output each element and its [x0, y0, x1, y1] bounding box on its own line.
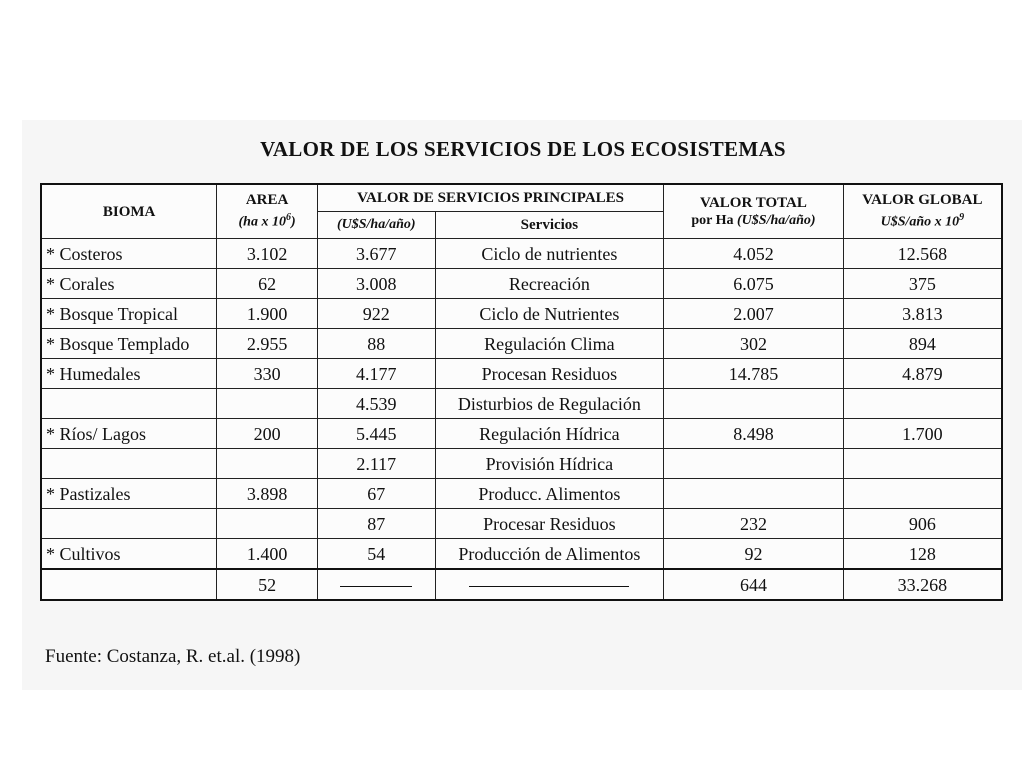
table-row	[41, 329, 1002, 359]
cell-valor: 54	[317, 539, 435, 570]
table-row	[41, 419, 1002, 449]
cell-area: 1.900	[217, 299, 318, 329]
cell-servicio: Procesar Residuos	[435, 509, 664, 539]
ecosystem-services-table	[40, 183, 1003, 601]
cell-servicio: Ciclo de Nutrientes	[435, 299, 664, 329]
cell-bioma: * Costeros	[41, 239, 217, 269]
cell-servicio: Ciclo de nutrientes	[435, 239, 664, 269]
total-valor-total: 644	[664, 569, 844, 600]
cell-bioma-empty	[41, 569, 217, 600]
cell-global: 128	[843, 539, 1002, 570]
cell-total: 2.007	[664, 299, 844, 329]
cell-global: 375	[843, 269, 1002, 299]
cell-area	[217, 509, 318, 539]
cell-area: 1.400	[217, 539, 318, 570]
cell-global	[843, 479, 1002, 509]
cell-bioma: * Cultivos	[41, 539, 217, 570]
cell-global: 906	[843, 509, 1002, 539]
cell-servicio: Regulación Clima	[435, 329, 664, 359]
table-row	[41, 539, 1002, 570]
cell-valor: 3.008	[317, 269, 435, 299]
cell-valor: 88	[317, 329, 435, 359]
cell-total	[664, 389, 844, 419]
table-row	[41, 299, 1002, 329]
source-footnote: Fuente: Costanza, R. et.al. (1998)	[45, 646, 301, 667]
cell-total: 6.075	[664, 269, 844, 299]
header-bioma: BIOMA	[41, 184, 217, 239]
cell-bioma: * Humedales	[41, 359, 217, 389]
cell-global: 1.700	[843, 419, 1002, 449]
total-area: 52	[217, 569, 318, 600]
cell-total: 4.052	[664, 239, 844, 269]
cell-bioma	[41, 509, 217, 539]
cell-area: 2.955	[217, 329, 318, 359]
cell-servicio: Regulación Hídrica	[435, 419, 664, 449]
header-valor-global: VALOR GLOBAL U$S/año x $10^9$	[843, 184, 1002, 239]
cell-servicio: Producc. Alimentos	[435, 479, 664, 509]
total-servicio-dash	[435, 569, 664, 600]
cell-servicio: Provisión Hídrica	[435, 449, 664, 479]
cell-valor: 4.539	[317, 389, 435, 419]
cell-bioma	[41, 389, 217, 419]
cell-valor: 5.445	[317, 419, 435, 449]
dash-line	[340, 586, 412, 587]
cell-servicio: Disturbios de Regulación	[435, 389, 664, 419]
cell-global: 3.813	[843, 299, 1002, 329]
cell-servicio: Producción de Alimentos	[435, 539, 664, 570]
dash-line	[469, 586, 629, 587]
cell-area: 3.102	[217, 239, 318, 269]
cell-valor: 3.677	[317, 239, 435, 269]
cell-total	[664, 449, 844, 479]
cell-global	[843, 389, 1002, 419]
cell-area: 62	[217, 269, 318, 299]
cell-valor: 87	[317, 509, 435, 539]
table-row	[41, 509, 1002, 539]
header-servicios: Servicios	[435, 212, 664, 239]
cell-total: 8.498	[664, 419, 844, 449]
cell-servicio: Procesan Residuos	[435, 359, 664, 389]
cell-total: 232	[664, 509, 844, 539]
header-valor-total-unit: por Ha (U$S/ha/año)	[691, 212, 816, 228]
cell-global	[843, 449, 1002, 479]
table-row	[41, 239, 1002, 269]
cell-area: 200	[217, 419, 318, 449]
cell-valor: 2.117	[317, 449, 435, 479]
header-row-1	[41, 184, 1002, 212]
cell-global: 894	[843, 329, 1002, 359]
header-valor-unit: (U$S/ha/año)	[317, 212, 435, 239]
cell-bioma: * Ríos/ Lagos	[41, 419, 217, 449]
document-title: VALOR DE LOS SERVICIOS DE LOS ECOSISTEMAS	[260, 137, 786, 161]
cell-bioma	[41, 449, 217, 479]
cell-area	[217, 389, 318, 419]
cell-servicio: Recreación	[435, 269, 664, 299]
cell-bioma: * Bosque Templado	[41, 329, 217, 359]
cell-area: 330	[217, 359, 318, 389]
table-row	[41, 449, 1002, 479]
cell-area: 3.898	[217, 479, 318, 509]
cell-total: 14.785	[664, 359, 844, 389]
header-area-unit: (ha x $10^6$)	[238, 212, 296, 230]
cell-total: 92	[664, 539, 844, 570]
table-row	[41, 389, 1002, 419]
cell-bioma: * Pastizales	[41, 479, 217, 509]
header-valor-total: VALOR TOTAL por Ha (U$S/ha/año)	[664, 184, 844, 239]
cell-bioma: * Corales	[41, 269, 217, 299]
cell-global: 4.879	[843, 359, 1002, 389]
cell-global: 12.568	[843, 239, 1002, 269]
cell-valor: 922	[317, 299, 435, 329]
cell-valor: 67	[317, 479, 435, 509]
cell-valor: 4.177	[317, 359, 435, 389]
header-valor-servicios: VALOR DE SERVICIOS PRINCIPALES	[317, 184, 663, 212]
table-row	[41, 269, 1002, 299]
cell-area	[217, 449, 318, 479]
table-row	[41, 479, 1002, 509]
cell-total: 302	[664, 329, 844, 359]
total-valor-global: 33.268	[843, 569, 1002, 600]
header-valor-global-unit: U$S/año x $10^9$	[880, 212, 965, 230]
cell-bioma: * Bosque Tropical	[41, 299, 217, 329]
table-row	[41, 359, 1002, 389]
totals-row	[41, 569, 1002, 600]
header-area: AREA (ha x $10^6$)	[217, 184, 318, 239]
total-valor-dash	[317, 569, 435, 600]
cell-total	[664, 479, 844, 509]
